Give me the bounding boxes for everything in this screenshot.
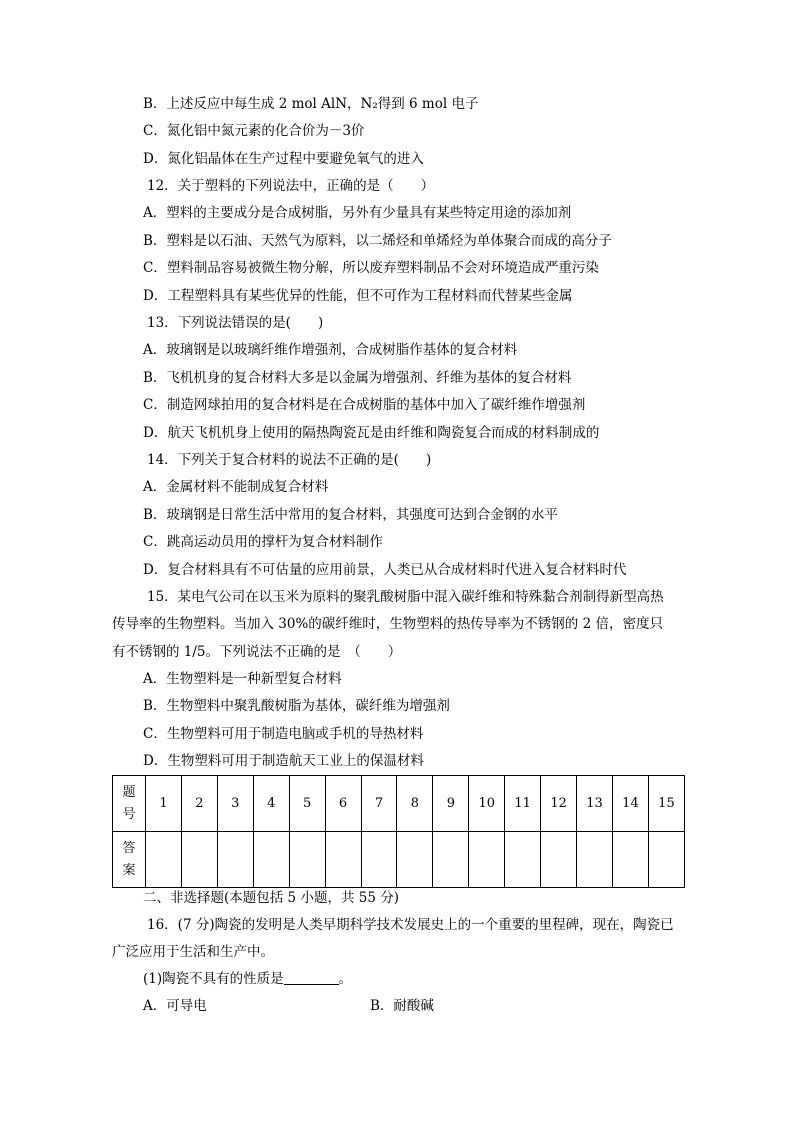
q16-sub1-text: (1)陶瓷不具有的性质是 — [143, 971, 284, 987]
answer-cell[interactable] — [361, 832, 397, 888]
q12-option-c: C．塑料制品容易被微生物分解，所以废弃塑料制品不会对环境造成严重污染 — [143, 260, 599, 276]
q16-stem-line1: 16．(7 分)陶瓷的发明是人类早期科学技术发展史上的一个重要的里程碑，现在，陶瓷已 — [147, 917, 674, 933]
q13-option-b: B．飞机机身的复合材料大多是以金属为增强剂、纤维为基体的复合材料 — [143, 370, 572, 386]
q11-option-b: B．上述反应中每生成 2 mol AlN，N₂得到 6 mol 电子 — [143, 96, 479, 112]
q13-stem: 13．下列说法错误的是( ) — [147, 315, 324, 331]
answer-cell[interactable] — [253, 832, 289, 888]
answer-table-answer-row — [113, 832, 685, 888]
answer-table-number-row — [113, 776, 685, 832]
q12-stem: 12．关于塑料的下列说法中，正确的是（ ） — [147, 178, 435, 194]
section2-heading: 二、非选择题(本题包括 5 小题，共 55 分) — [143, 890, 399, 906]
q15-option-b: B．生物塑料中聚乳酸树脂为基体，碳纤维为增强剂 — [143, 698, 450, 714]
question-number-cell: 14 — [612, 776, 648, 832]
q15-option-a: A．生物塑料是一种新型复合材料 — [143, 671, 342, 687]
table-header-number — [113, 776, 146, 832]
q12-option-d: D．工程塑料具有某些优异的性能，但不可作为工程材料而代替某些金属 — [143, 288, 573, 304]
question-number-cell: 8 — [397, 776, 433, 832]
question-number-cell: 6 — [325, 776, 361, 832]
q12-option-a: A．塑料的主要成分是合成树脂，另外有少量具有某些特定用途的添加剂 — [143, 205, 572, 221]
question-number-cell: 5 — [289, 776, 325, 832]
q13-option-d: D．航天飞机机身上使用的隔热陶瓷瓦是由纤维和陶瓷复合而成的材料制成的 — [143, 425, 600, 441]
question-number-cell: 7 — [361, 776, 397, 832]
q16-sub1-end: 。 — [338, 971, 353, 987]
q14-option-b: B．玻璃钢是日常生活中常用的复合材料，其强度可达到合金钢的水平 — [143, 507, 558, 523]
question-number-cell: 9 — [433, 776, 469, 832]
q15-stem-line3: 有不锈钢的 1/5。下列说法不正确的是 （ ） — [112, 644, 402, 660]
answer-table — [112, 775, 685, 888]
answer-cell[interactable] — [541, 832, 577, 888]
q13-option-a: A．玻璃钢是以玻璃纤维作增强剂，合成树脂作基体的复合材料 — [143, 342, 518, 358]
answer-blank[interactable] — [284, 970, 339, 985]
table-header-char: 答 — [122, 840, 136, 856]
question-number-cell: 11 — [505, 776, 541, 832]
q16-option-a: A．可导电 — [143, 998, 207, 1014]
table-header-answer — [113, 832, 146, 888]
q11-option-d: D．氮化铝晶体在生产过程中要避免氧气的进入 — [143, 151, 424, 167]
question-number-cell: 3 — [217, 776, 253, 832]
table-header-char: 号 — [122, 806, 136, 822]
q15-option-d: D．生物塑料可用于制造航天工业上的保温材料 — [143, 753, 424, 769]
q15-option-c: C．生物塑料可用于制造电脑或手机的导热材料 — [143, 726, 424, 742]
answer-cell[interactable] — [289, 832, 325, 888]
q14-option-c: C．跳高运动员用的撑杆为复合材料制作 — [143, 534, 383, 550]
q15-stem-line1: 15．某电气公司在以玉米为原料的聚乳酸树脂中混入碳纤维和特殊黏合剂制得新型高热 — [147, 589, 664, 605]
table-header-char: 题 — [122, 784, 136, 800]
question-number-cell: 15 — [648, 776, 684, 832]
question-number-cell: 4 — [253, 776, 289, 832]
answer-cell[interactable] — [648, 832, 684, 888]
q11-option-c: C．氮化铝中氮元素的化合价为－3价 — [143, 123, 365, 139]
q14-stem: 14．下列关于复合材料的说法不正确的是( ) — [147, 452, 432, 468]
answer-cell[interactable] — [433, 832, 469, 888]
answer-cell[interactable] — [505, 832, 541, 888]
answer-cell[interactable] — [577, 832, 613, 888]
question-number-cell: 13 — [577, 776, 613, 832]
q12-option-b: B．塑料是以石油、天然气为原料，以二烯烃和单烯烃为单体聚合而成的高分子 — [143, 233, 612, 249]
q16-option-b: B．耐酸碱 — [370, 998, 434, 1014]
answer-cell[interactable] — [612, 832, 648, 888]
q16-subquestion-1 — [143, 970, 352, 988]
q14-option-a: A．金属材料不能制成复合材料 — [143, 479, 329, 495]
question-number-cell: 12 — [541, 776, 577, 832]
answer-cell[interactable] — [469, 832, 505, 888]
q14-option-d: D．复合材料具有不可估量的应用前景，人类已从合成材料时代进入复合材料时代 — [143, 562, 627, 578]
q15-stem-line2: 传导率的生物塑料。当加入 30%的碳纤维时，生物塑料的热传导率为不锈钢的 2 倍，密度只 — [112, 616, 663, 632]
question-number-cell: 10 — [469, 776, 505, 832]
q13-option-c: C．制造网球拍用的复合材料是在合成树脂的基体中加入了碳纤维作增强剂 — [143, 397, 586, 413]
question-number-cell: 1 — [146, 776, 182, 832]
answer-cell[interactable] — [217, 832, 253, 888]
answer-cell[interactable] — [397, 832, 433, 888]
answer-cell[interactable] — [181, 832, 217, 888]
question-number-cell: 2 — [181, 776, 217, 832]
table-header-char: 案 — [122, 862, 136, 878]
q16-stem-line2: 广泛应用于生活和生产中。 — [112, 944, 274, 960]
answer-cell[interactable] — [325, 832, 361, 888]
answer-cell[interactable] — [146, 832, 182, 888]
